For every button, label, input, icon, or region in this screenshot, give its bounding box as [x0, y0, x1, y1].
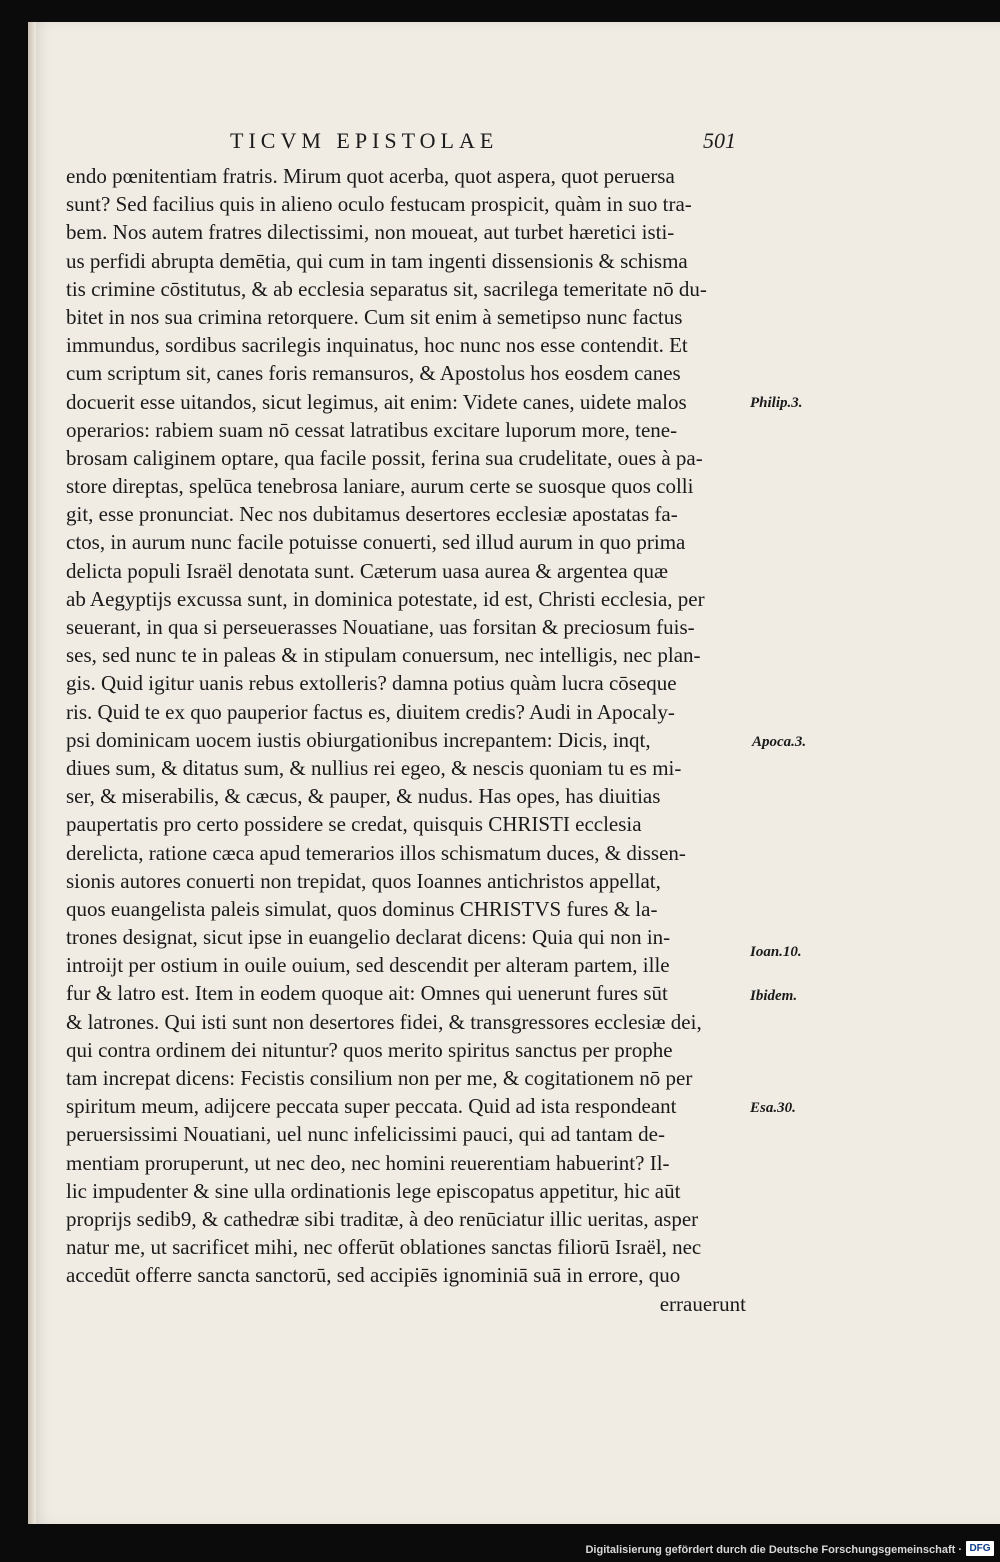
text-line: diues sum, & ditatus sum, & nullius rei egeo, & nescis quoniam tu es mi- — [66, 755, 682, 780]
text-line: bitet in nos sua crimina retorquere. Cum sit enim à semetipso nunc factus — [66, 304, 683, 329]
text-line: lic impudenter & sine ulla ordinationis lege episcopatus appetitur, hic aūt — [66, 1178, 681, 1203]
text-line: delicta populi Israël denotata sunt. Cæterum uasa aurea & argentea quæ — [66, 558, 668, 583]
text-line: bem. Nos autem fratres dilectissimi, non moueat, aut turbet hæretici isti- — [66, 220, 675, 245]
margin-note-esa: Esa.30. — [750, 1100, 796, 1116]
main-text-block — [66, 162, 746, 1318]
margin-note-philip: Philip.3. — [750, 395, 803, 411]
text-line: ab Aegyptijs excussa sunt, in dominica potestate, id est, Christi ecclesia, per — [66, 586, 705, 611]
text-line: fur & latro est. Item in eodem quoque ait: Omnes qui uenerunt fures sūt — [66, 981, 668, 1006]
text-line: spiritum meum, adijcere peccata super peccata. Quid ad ista respondeant — [66, 1094, 677, 1119]
digitization-credit: Digitalisierung gefördert durch die Deutsche Forschungsgemeinschaft · — [585, 1544, 962, 1556]
text-line: qui contra ordinem dei nituntur? quos merito spiritus sanctus per prophe — [66, 1037, 673, 1062]
text-line: paupertatis pro certo possidere se credat, quisquis CHRISTI ecclesia — [66, 812, 642, 837]
text-line: mentiam proruperunt, ut nec deo, nec homini reuerentiam habuerint? Il- — [66, 1150, 670, 1175]
text-line: store direptas, spelūca tenebrosa laniare, aurum certe se suosque quos colli — [66, 474, 694, 499]
text-line: peruersissimi Nouatiani, uel nunc infelicissimi pauci, qui ad tantam de- — [66, 1122, 665, 1147]
text-line: trones designat, sicut ipse in euangelio declarat dicens: Quia qui non in- — [66, 925, 671, 950]
text-line: ses, sed nunc te in paleas & in stipulam conuersum, nec intelligis, nec plan- — [66, 643, 701, 668]
text-line: endo pœnitentiam fratris. Mirum quot acerba, quot aspera, quot peruersa — [66, 164, 675, 188]
text-line: us perfidi abrupta demētia, qui cum in tam ingenti dissensionis & schisma — [66, 248, 688, 273]
text-line: immundus, sordibus sacrilegis inquinatus, hoc nunc nos esse contendit. Et — [66, 333, 688, 358]
text-line: ris. Quid te ex quo pauperior factus es, diuitem credis? Audi in Apocaly- — [66, 699, 675, 724]
text-line: gis. Quid igitur uanis rebus extolleris? damna potius quàm lucra cōseque — [66, 671, 677, 696]
text-line: cum scriptum sit, canes foris remansuros, & Apostolus hos eosdem canes — [66, 361, 681, 386]
text-line: seuerant, in qua si perseuerasses Nouatiane, uas forsitan & preciosum fuis- — [66, 615, 695, 639]
margin-note-ibidem: Ibidem. — [750, 988, 798, 1004]
text-line: & latrones. Qui isti sunt non desertores fidei, & transgressores ecclesiæ dei, — [66, 1009, 702, 1034]
folio-number: 501 — [703, 128, 736, 153]
margin-note-apoca: Apoca.3. — [752, 734, 807, 750]
text-line: sunt? Sed facilius quis in alieno oculo festucam prospicit, quàm in suo tra- — [66, 192, 692, 217]
text-line: accedūt offerre sancta sanctorū, sed accipiēs ignominiā suā in errore, quo — [66, 1263, 681, 1288]
text-line: derelicta, ratione cæca apud temerarios illos schismatum duces, & dissen- — [66, 840, 686, 865]
text-line: introijt per ostium in ouile ouium, sed descendit per alteram partem, ille — [66, 953, 670, 978]
page-gutter-shadow — [28, 22, 36, 1524]
text-line: natur me, ut sacrificet mihi, nec offerūt oblationes sanctas filiorū Israël, nec — [66, 1235, 702, 1260]
text-line: operarios: rabiem suam nō cessat latratibus excitare luporum more, tene- — [66, 417, 678, 442]
text-line: ctos, in aurum nunc facile potuisse conuerti, sed illud aurum in quo prima — [66, 530, 686, 555]
text-line: psi dominicam uocem iustis obiurgationibus increpantem: Dicis, inqt, — [66, 727, 651, 752]
text-line: docuerit esse uitandos, sicut legimus, ait enim: Videte canes, uidete malos — [66, 389, 687, 414]
running-head: TICVM EPISTOLAE — [230, 128, 499, 153]
text-line: ser, & miserabilis, & cæcus, & pauper, & nudus. Has opes, has diuitias — [66, 784, 661, 809]
text-line: tis crimine cōstitutus, & ab ecclesia separatus sit, sacrilega temeritate nō du- — [66, 276, 707, 301]
text-line: proprijs sedib9, & cathedræ sibi traditæ, à deo renūciatur illic ueritas, asper — [66, 1206, 699, 1231]
text-line: git, esse pronunciat. Nec nos dubitamus desertores ecclesiæ apostatas fa- — [66, 502, 678, 527]
text-line: brosam caliginem optare, qua facile possit, ferina sua crudelitate, oues à pa- — [66, 445, 703, 470]
catchword: errauerunt — [659, 1291, 746, 1316]
text-line: sionis autores conuerti non trepidat, quos Ioannes antichristos appellat, — [66, 868, 661, 893]
footer-bar — [0, 1524, 1000, 1562]
margin-note-ioan: Ioan.10. — [750, 944, 802, 960]
text-line: tam increpat dicens: Fecistis consilium non per me, & cogitationem nō per — [66, 1066, 693, 1090]
dfg-logo: DFG — [966, 1541, 994, 1556]
text-line: quos euangelista paleis simulat, quos dominus CHRISTVS fures & la- — [66, 896, 658, 921]
